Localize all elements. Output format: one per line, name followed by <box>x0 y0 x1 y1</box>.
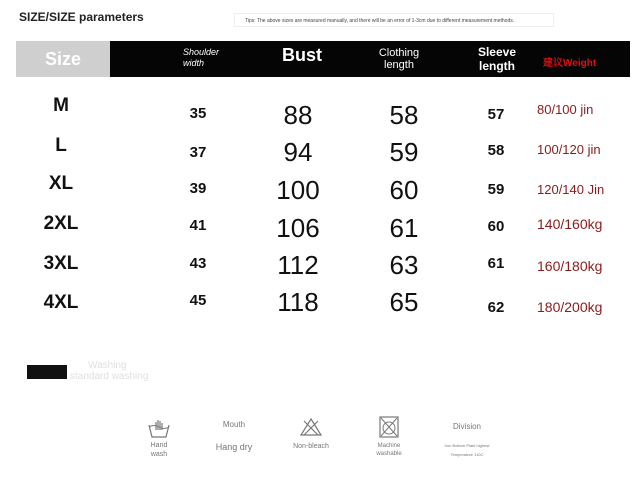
header-shoulder-line2: width <box>183 58 205 68</box>
row-sleeve: 57 <box>487 106 505 123</box>
hand-wash-label-2: wash <box>150 451 168 458</box>
row-weight: 160/180kg <box>537 258 603 274</box>
care-non-bleach <box>283 417 339 451</box>
row-weight: 180/200kg <box>537 299 603 315</box>
row-shoulder: 35 <box>189 105 207 122</box>
row-size: 4XL <box>43 292 79 313</box>
header-clothing-length <box>370 47 428 71</box>
care-hang-dry <box>205 420 263 453</box>
machine-wash-icon <box>378 415 400 439</box>
division-label: Division <box>452 422 481 431</box>
page-title: SIZE/SIZE parameters <box>19 10 144 24</box>
header-sleeve-line2: length <box>479 59 515 73</box>
row-weight: 120/140 Jin <box>537 182 605 197</box>
row-bust: 100 <box>276 175 320 205</box>
mouth-label: Mouth <box>222 420 246 429</box>
header-shoulder-line1: Shoulder <box>183 47 220 57</box>
row-bust: 112 <box>277 250 319 280</box>
row-length: 61 <box>389 213 419 243</box>
row-length: 63 <box>389 250 419 280</box>
washing-label <box>70 360 148 382</box>
hand-wash-icon <box>147 417 171 439</box>
row-sleeve: 58 <box>487 142 505 159</box>
row-bust: 94 <box>283 137 313 167</box>
header-shoulder <box>183 47 219 69</box>
care-hand-wash <box>140 417 178 459</box>
row-size: 3XL <box>43 253 79 274</box>
row-bust: 106 <box>276 213 320 243</box>
row-shoulder: 39 <box>189 180 207 197</box>
header-clothing-line1: Clothing <box>378 47 420 59</box>
row-bust: 88 <box>283 100 313 130</box>
washing-label-line1: Washing <box>88 360 127 371</box>
machine-label-1: Machine <box>377 443 401 449</box>
header-bust: Bust <box>282 45 322 65</box>
header-size: Size <box>44 49 82 69</box>
row-weight: 100/120 jin <box>537 142 601 157</box>
row-shoulder: 37 <box>189 144 207 161</box>
non-bleach-label: Non-bleach <box>293 443 329 450</box>
iron-label-2: Temperature 110C <box>450 452 484 457</box>
non-bleach-icon <box>299 417 323 437</box>
care-iron <box>428 422 506 458</box>
machine-label-2: washable <box>376 451 402 457</box>
row-size: 2XL <box>43 213 79 234</box>
hang-dry-label: Hang dry <box>215 442 253 452</box>
row-length: 58 <box>389 100 419 130</box>
measurement-tip: Tips: The above sizes are measured manually, and there will be an error of 1-3cm due to different measurement methods. <box>234 13 554 27</box>
row-shoulder: 45 <box>189 292 207 309</box>
row-length: 65 <box>389 287 419 317</box>
redacted-bar <box>27 365 67 379</box>
row-shoulder: 43 <box>189 255 207 272</box>
iron-label-1: Iron Bottom Plate highest <box>444 443 490 448</box>
row-sleeve: 61 <box>487 255 505 272</box>
header-sleeve-line1: Sleeve <box>477 45 517 59</box>
row-shoulder: 41 <box>189 217 207 234</box>
row-weight: 140/160kg <box>537 216 603 232</box>
hand-wash-label-1: Hand <box>150 442 168 449</box>
row-sleeve: 59 <box>487 181 505 198</box>
header-sleeve-length <box>468 45 526 73</box>
row-bust: 118 <box>277 287 319 317</box>
header-weight: 建议Weight <box>543 58 597 69</box>
header-clothing-line2: length <box>384 59 414 71</box>
row-size: L <box>55 135 67 156</box>
row-length: 60 <box>389 175 419 205</box>
row-sleeve: 62 <box>487 299 505 316</box>
row-length: 59 <box>389 137 419 167</box>
row-size: M <box>53 95 69 116</box>
row-size: XL <box>48 173 74 194</box>
row-sleeve: 60 <box>487 218 505 235</box>
row-weight: 80/100 jin <box>537 102 594 117</box>
washing-label-line2: standard washing <box>70 371 149 382</box>
care-machine-wash <box>365 415 413 458</box>
